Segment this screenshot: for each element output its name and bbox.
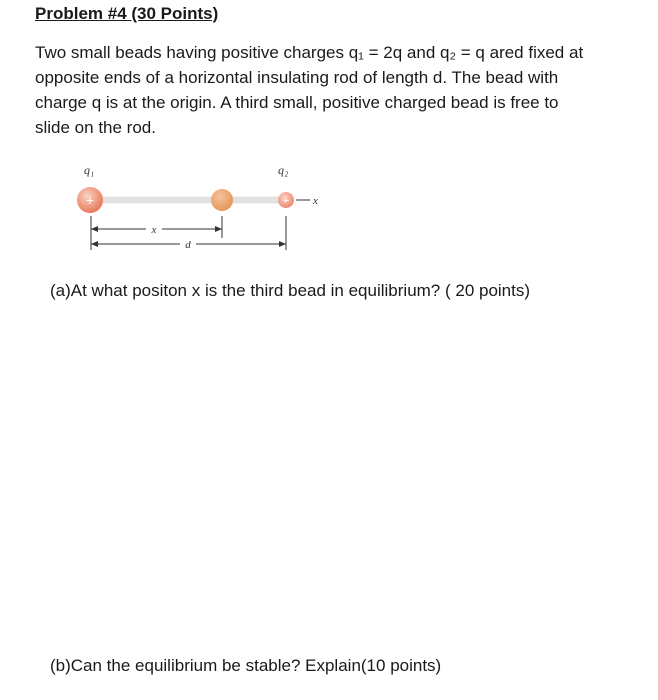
bead-rod-figure [60,160,340,255]
bead-third [211,189,233,211]
problem-title: Problem #4 (30 Points) [35,4,219,23]
q1-label: q₁ [84,163,95,177]
statement-line: slide on the rod. [35,118,156,137]
insulating-rod [90,197,286,203]
problem-statement [35,40,650,140]
statement-line: charge q is at the origin. A third small, positive charged bead is free to [35,93,559,112]
q1-plus-sign: + [85,192,95,208]
question-b: (b)Can the equilibrium be stable? Explain(10 points) [50,656,442,675]
x-dimension-arrow-right [215,226,222,232]
x-axis-label: x [313,195,318,207]
d-dimension-arrow-left [91,241,98,247]
d-dimension-label: d [185,239,191,251]
question-a: (a)At what positon x is the third bead in equilibrium? ( 20 points) [50,281,531,300]
x-dimension-arrow-left [91,226,98,232]
q2-plus-sign: + [282,195,290,207]
q2-label: q₂ [278,163,289,177]
statement-line: opposite ends of a horizontal insulating rod of length d. The bead with [35,68,559,87]
statement-line: Two small beads having positive charges q₁ = 2q and q₂ = q ared fixed at [35,43,584,62]
x-dimension-label: x [151,224,157,236]
d-dimension-arrow-right [279,241,286,247]
